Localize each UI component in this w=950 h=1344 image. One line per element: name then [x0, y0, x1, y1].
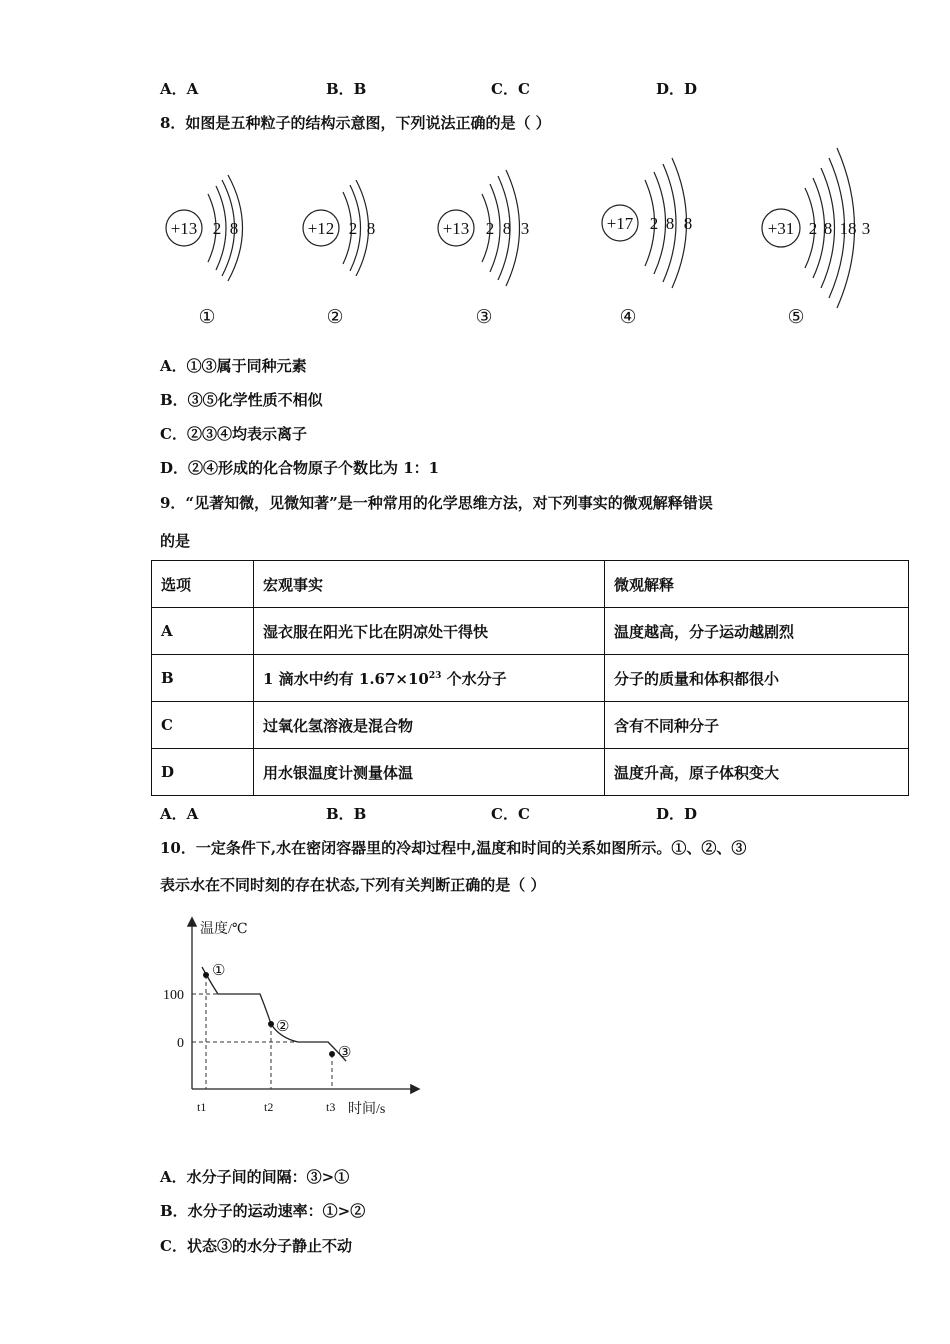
table-row — [152, 655, 909, 702]
particle-1-nucleus: +13 — [170, 219, 198, 238]
particle-2-shell-2: 8 — [366, 219, 376, 238]
particle-1-shell-2: 8 — [229, 219, 239, 238]
q9-row-b-fact-exponent: 23 — [428, 670, 442, 681]
q9-row-d-fact: 用水银温度计测量体温 — [254, 749, 605, 796]
x-tick-t1: t1 — [197, 1100, 207, 1114]
particle-4-nucleus: +17 — [606, 214, 634, 233]
q7-option-a: A．A — [160, 80, 199, 98]
particle-3-shell-1: 2 — [485, 219, 495, 238]
particle-5-nucleus: +31 — [767, 219, 795, 238]
q9-stem-line1: 9．“见著知微，见微知著”是一种常用的化学思维方法，对下列事实的微观解释错误 — [160, 494, 713, 512]
q10-option-b: B．水分子的运动速率：①>② — [160, 1202, 366, 1220]
point-3-label: ③ — [338, 1045, 352, 1061]
y-tick-100: 100 — [163, 988, 184, 1003]
q8-option-d: D．②④形成的化合物原子个数比为 1：1 — [160, 459, 440, 477]
q7-option-b: B．B — [326, 80, 367, 98]
q9-table-header — [152, 561, 909, 608]
particle-3-shell-2: 8 — [502, 219, 512, 238]
q10-stem-line2: 表示水在不同时刻的存在状态,下列有关判断正确的是（ ） — [160, 876, 546, 894]
q8-option-a: A．①③属于同种元素 — [160, 357, 307, 375]
cooling-curve — [202, 967, 346, 1061]
particle-3-label: ③ — [475, 307, 493, 328]
q9-row-c-option: C — [152, 702, 254, 749]
q9-row-b-fact — [254, 655, 605, 702]
table-row — [152, 749, 909, 796]
q9-row-c-explanation: 含有不同种分子 — [605, 702, 909, 749]
particle-2-nucleus: +12 — [307, 219, 335, 238]
q9-row-b-fact-post: 个水分子 — [441, 669, 507, 688]
q9-row-d-option: D — [152, 749, 254, 796]
q9-header-explanation: 微观解释 — [605, 561, 909, 608]
q9-table — [151, 560, 909, 796]
particle-4-shell-3: 8 — [683, 214, 693, 233]
y-tick-0: 0 — [177, 1036, 184, 1051]
q8-atomic-diagrams — [0, 140, 950, 340]
x-axis-label: 时间/s — [348, 1102, 386, 1117]
q8-option-c: C．②③④均表示离子 — [160, 425, 307, 443]
q10-option-a: A．水分子间的间隔：③>① — [160, 1168, 350, 1186]
x-tick-t3: t3 — [326, 1100, 336, 1114]
q9-stem-line2: 的是 — [160, 532, 191, 550]
table-row — [152, 702, 909, 749]
q8-option-b: B．③⑤化学性质不相似 — [160, 391, 323, 409]
x-tick-t2: t2 — [264, 1100, 274, 1114]
q7-option-d: D．D — [656, 80, 698, 98]
y-axis-label: 温度/℃ — [200, 922, 248, 937]
particle-5-label: ⑤ — [787, 307, 805, 328]
point-2 — [268, 1021, 274, 1027]
particle-5-shell-2: 8 — [823, 219, 833, 238]
point-1 — [203, 972, 209, 978]
q7-option-c: C．C — [491, 80, 530, 98]
q9-row-b-option: B — [152, 655, 254, 702]
particle-1-shell-1: 2 — [212, 219, 222, 238]
point-3 — [329, 1051, 335, 1057]
particle-5-shell-1: 2 — [808, 219, 818, 238]
q10-option-c: C．状态③的水分子静止不动 — [160, 1237, 352, 1255]
q9-option-c: C．C — [491, 805, 530, 823]
q9-row-b-explanation: 分子的质量和体积都很小 — [605, 655, 909, 702]
q10-stem-line1: 10．一定条件下,水在密闭容器里的冷却过程中,温度和时间的关系如图所示。①、②、③ — [160, 839, 747, 857]
particle-3-nucleus: +13 — [442, 219, 470, 238]
q9-header-option: 选项 — [152, 561, 254, 608]
q9-header-fact: 宏观事实 — [254, 561, 605, 608]
particle-5-shell-3: 18 — [839, 219, 857, 238]
q9-row-c-fact: 过氧化氢溶液是混合物 — [254, 702, 605, 749]
particle-4-shell-2: 8 — [665, 214, 675, 233]
particle-1-label: ① — [198, 307, 216, 328]
q9-option-d: D．D — [656, 805, 698, 823]
particle-2-shell-1: 2 — [348, 219, 358, 238]
q9-row-d-explanation: 温度升高，原子体积变大 — [605, 749, 909, 796]
point-2-label: ② — [276, 1019, 290, 1035]
point-1-label: ① — [212, 963, 226, 979]
particle-2-label: ② — [326, 307, 344, 328]
q9-option-a: A．A — [160, 805, 199, 823]
q10-cooling-graph — [150, 905, 430, 1125]
table-row — [152, 608, 909, 655]
q9-row-b-fact-pre: 1 滴水中约有 1.67×10 — [263, 669, 429, 688]
particle-4-label: ④ — [619, 307, 637, 328]
particle-3-shell-3: 3 — [520, 219, 530, 238]
q9-row-a-explanation: 温度越高，分子运动越剧烈 — [605, 608, 909, 655]
q9-option-b: B．B — [326, 805, 367, 823]
particle-5-shell-4: 3 — [861, 219, 871, 238]
q9-row-a-fact: 湿衣服在阳光下比在阴凉处干得快 — [254, 608, 605, 655]
q8-stem: 8．如图是五种粒子的结构示意图，下列说法正确的是（ ） — [160, 114, 551, 132]
particle-4-shell-1: 2 — [649, 214, 659, 233]
q9-row-a-option: A — [152, 608, 254, 655]
